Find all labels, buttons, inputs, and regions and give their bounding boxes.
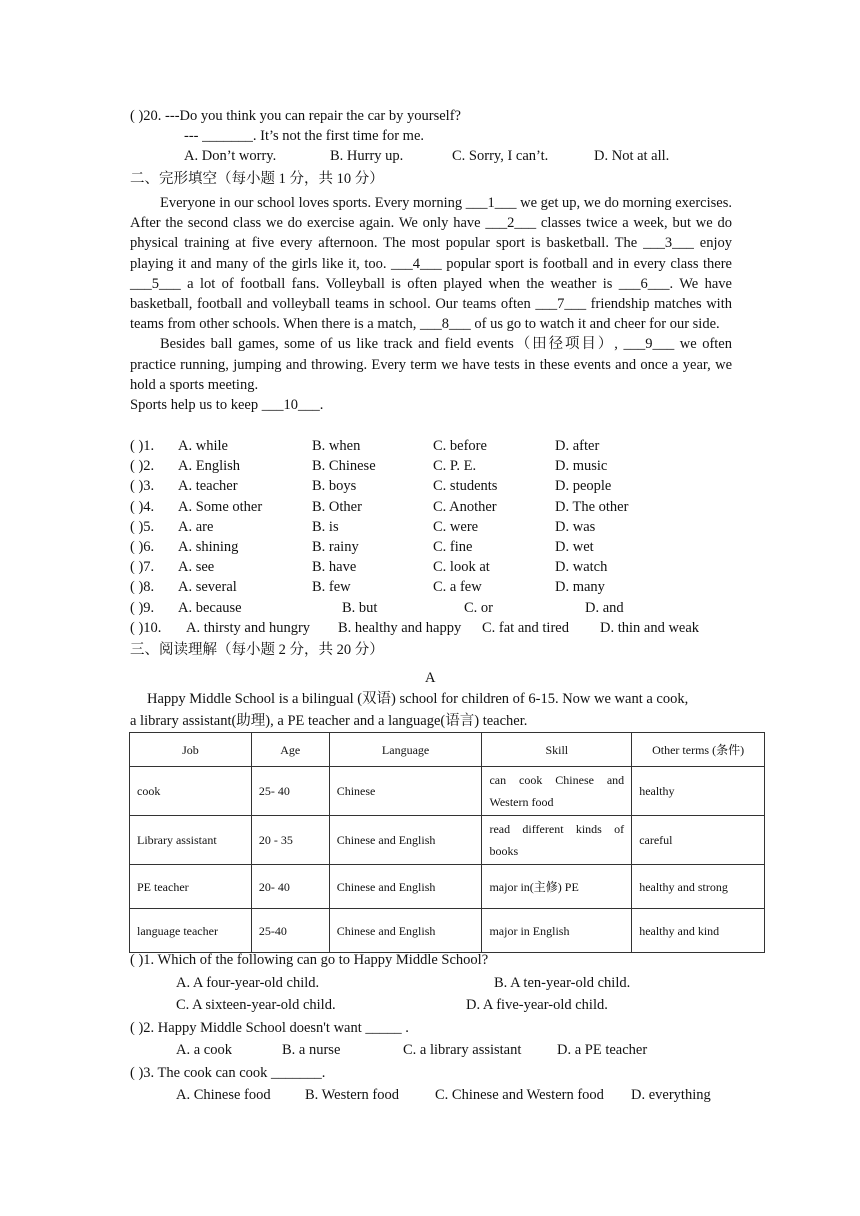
cloze-question-number: ( )4.	[130, 498, 155, 515]
cloze-option-d: D. people	[555, 478, 612, 495]
reading-q1-option-b: B. A ten-year-old child.	[494, 975, 631, 991]
reading-q3-option-d: D. everything	[631, 1087, 711, 1103]
cloze-option-c: C. look at	[433, 559, 490, 576]
cloze-option-a: A. while	[178, 438, 228, 454]
cloze-option-c: C. before	[433, 438, 487, 454]
cloze-option-b: B. Other	[312, 498, 362, 515]
cloze-option-a: A. shining	[178, 539, 239, 555]
cloze-option-c: C. were	[433, 518, 479, 535]
table-cell: cook	[130, 767, 252, 816]
table-cell: read different kinds of books	[482, 816, 632, 865]
table-cell: healthy and kind	[632, 909, 765, 953]
q20-option-d: D. Not at all.	[594, 148, 670, 164]
cloze-question-number: ( )5.	[130, 518, 155, 535]
cloze-option-a: A. teacher	[178, 478, 238, 495]
table-cell: can cook Chinese and Western food	[482, 767, 632, 816]
cloze-option-c: C. fat and tired	[482, 619, 569, 636]
cloze-option-b: B. healthy and happy	[338, 619, 462, 636]
job-table	[129, 732, 765, 953]
table-row	[130, 816, 765, 865]
cloze-option-a: A. are	[178, 518, 214, 535]
reading-question-1-stem: ( )1. Which of the following can go to Happy Middle School?	[130, 952, 489, 968]
passage-intro-line-1: Happy Middle School is a bilingual (双语) school for children of 6-15. Now we want a cook,	[147, 691, 689, 707]
header-other-terms: Other terms (条件)	[632, 733, 765, 767]
cloze-option-b: B. have	[312, 559, 357, 576]
cloze-question-number: ( )3.	[130, 478, 155, 495]
table-row	[130, 865, 765, 909]
cloze-option-b: B. boys	[312, 478, 357, 495]
reading-q3-option-a: A. Chinese food	[176, 1087, 271, 1103]
cloze-option-b: B. but	[342, 599, 378, 616]
cloze-option-a: A. Some other	[178, 498, 263, 515]
cloze-question-number: ( )2.	[130, 458, 155, 475]
table-cell: Library assistant	[130, 816, 252, 865]
reading-q1-option-d: D. A five-year-old child.	[466, 997, 608, 1013]
cloze-question-number: ( )9.	[130, 599, 155, 616]
reading-question-2-stem: ( )2. Happy Middle School doesn't want _____ .	[130, 1020, 409, 1036]
reading-q3-option-c: C. Chinese and Western food	[435, 1087, 604, 1103]
cloze-option-b: B. Chinese	[312, 458, 376, 475]
question-20-reply: --- _______. It’s not the first time for me.	[184, 128, 425, 144]
reading-q2-option-d: D. a PE teacher	[557, 1042, 648, 1058]
cloze-question-number: ( )1.	[130, 438, 155, 454]
header-age: Age	[251, 733, 329, 767]
table-cell: Chinese	[329, 767, 482, 816]
reading-q1-option-c: C. A sixteen-year-old child.	[176, 997, 336, 1013]
table-cell: language teacher	[130, 909, 252, 953]
header-language: Language	[329, 733, 482, 767]
cloze-question-number: ( )8.	[130, 579, 155, 596]
table-cell: healthy	[632, 767, 765, 816]
reading-question-3-stem: ( )3. The cook can cook _______.	[130, 1065, 326, 1081]
table-cell: 25-40	[251, 909, 329, 953]
table-cell: 25- 40	[251, 767, 329, 816]
cloze-option-b: B. is	[312, 518, 339, 535]
reading-q3-option-b: B. Western food	[305, 1087, 400, 1103]
cloze-option-d: D. wet	[555, 539, 594, 555]
table-cell: PE teacher	[130, 865, 252, 909]
cloze-option-d: D. The other	[555, 498, 629, 515]
cloze-question-number: ( )6.	[130, 539, 155, 555]
table-cell: 20- 40	[251, 865, 329, 909]
cloze-option-c: C. students	[433, 478, 498, 495]
cloze-option-b: B. when	[312, 438, 361, 454]
question-20-stem: ( )20. ---Do you think you can repair the car by yourself?	[130, 108, 461, 124]
cloze-option-d: D. watch	[555, 559, 608, 576]
cloze-option-a: A. because	[178, 599, 242, 616]
q20-option-a: A. Don’t worry.	[184, 148, 277, 164]
cloze-question-number: ( )10.	[130, 619, 162, 636]
table-cell: Chinese and English	[329, 909, 482, 953]
cloze-option-c: C. fine	[433, 539, 473, 555]
cloze-option-a: A. thirsty and hungry	[186, 619, 311, 636]
cloze-paragraph-3: Sports help us to keep ___10___.	[130, 397, 324, 414]
q20-option-b: B. Hurry up.	[330, 148, 404, 164]
cloze-option-c: C. P. E.	[433, 458, 477, 475]
cloze-option-c: C. a few	[433, 579, 482, 596]
table-cell: healthy and strong	[632, 865, 765, 909]
cloze-question-number: ( )7.	[130, 559, 155, 576]
cloze-passage	[130, 193, 732, 415]
table-cell: careful	[632, 816, 765, 865]
cloze-option-d: D. many	[555, 579, 605, 596]
table-header-row	[130, 733, 765, 767]
q20-option-c: C. Sorry, I can’t.	[452, 148, 549, 164]
cloze-option-a: A. English	[178, 458, 241, 475]
cloze-option-c: C. Another	[433, 498, 497, 515]
cloze-paragraph-2: Besides ball games, some of us like track and field events（田径项目）, ___9___ we often practice running, jumping and throwing. Every term we have tests in these events and once a year, we hold a sports meeting.	[130, 336, 732, 393]
cloze-option-a: A. several	[178, 579, 237, 596]
cloze-option-c: C. or	[464, 599, 493, 616]
cloze-paragraph-1: Everyone in our school loves sports. Every morning ___1___ we get up, we do morning exercises. After the second class we do exercise again. We only have ___2___ classes twice a week, but we do physical training at five every afternoon. The most popular sport is basketball. The ___3___ enjoy playing it and many of the girls like it, too. ___4___ popular sport is football and in every class there ___5___ a lot of football fans. Volleyball is often played when the weather is ___6___. We have basketball, football and volleyball teams in school. Our teams often ___7___ friendship matches with teams from other schools. When there is a match, ___8___ of us go to watch it and cheer for our side.	[130, 195, 732, 333]
header-skill: Skill	[482, 733, 632, 767]
table-cell: 20 - 35	[251, 816, 329, 865]
cloze-option-d: D. after	[555, 438, 600, 454]
passage-label: A	[425, 670, 436, 686]
reading-q1-option-a: A. A four-year-old child.	[176, 975, 320, 991]
reading-q2-option-b: B. a nurse	[282, 1042, 341, 1058]
cloze-option-d: D. music	[555, 458, 608, 475]
cloze-option-d: D. thin and weak	[600, 619, 700, 636]
table-row	[130, 909, 765, 953]
table-cell: major in English	[482, 909, 632, 953]
reading-q2-option-a: A. a cook	[176, 1042, 232, 1058]
table-cell: Chinese and English	[329, 816, 482, 865]
section-2-heading: 二、完形填空（每小题 1 分，共 10 分）	[130, 171, 384, 187]
section-3-heading: 三、阅读理解（每小题 2 分，共 20 分）	[130, 642, 384, 658]
table-row	[130, 767, 765, 816]
table-cell: Chinese and English	[329, 865, 482, 909]
table-cell: major in(主修) PE	[482, 865, 632, 909]
reading-q2-option-c: C. a library assistant	[403, 1042, 522, 1058]
header-job: Job	[130, 733, 252, 767]
cloze-option-d: D. was	[555, 518, 596, 535]
cloze-option-b: B. rainy	[312, 539, 359, 555]
cloze-option-d: D. and	[585, 599, 624, 616]
cloze-option-a: A. see	[178, 559, 215, 576]
passage-intro-line-2: a library assistant(助理), a PE teacher and a language(语言) teacher.	[130, 713, 528, 729]
cloze-option-b: B. few	[312, 579, 351, 596]
